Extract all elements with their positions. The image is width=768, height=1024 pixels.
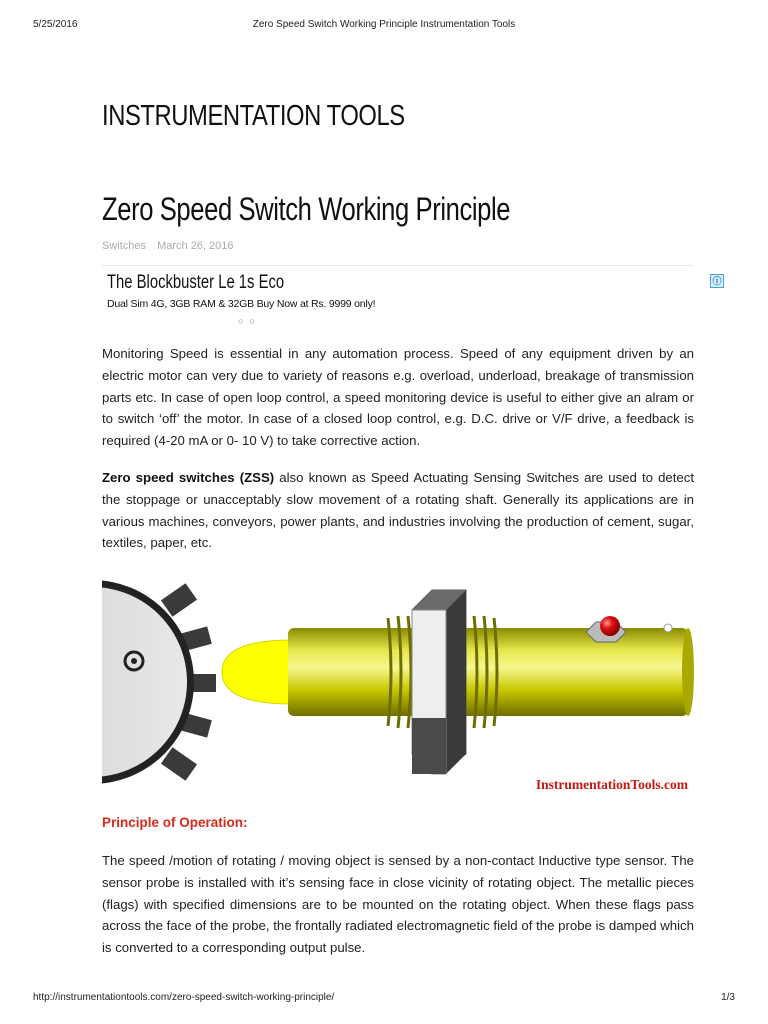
sensor-illustration — [102, 568, 694, 793]
ad-info-icon[interactable]: ⓘ — [710, 274, 724, 288]
intro-paragraph: Monitoring Speed is essential in any automation process. Speed of any equipment driven by an electric motor can very due to variety of reasons e.g. overload, underload, breakage of transmission parts etc. In case of open loop control, a speed monitoring device is useful to either give an alram or to switch ‘off’ the motor. In case of a closed loop control, e.g. D.C. drive or V/F drive, a feedback is required (4-20 mA or 0- 10 V) to take corrective action. — [102, 346, 694, 449]
print-url[interactable]: http://instrumentationtools.com/zero-speed-switch-working-principle/ — [33, 992, 335, 1003]
post-category-link[interactable]: Switches — [102, 240, 147, 252]
indicator-led — [586, 616, 626, 642]
operation-paragraph: The speed /motion of rotating / moving object is sensed by a non-contact Inductive type sensor. The sensor probe is installed with it’s sensing face in close vicinity of rotating object. The metallic pieces (flags) with specified dimensions are to be mounted on the rotating object. When these flags pass across the face of the probe, the frontally radiated electromagnetic field of the probe is damped which is converted to a corresponding output pulse. — [102, 853, 694, 956]
print-date: 5/25/2016 — [33, 19, 78, 30]
hex-nut — [412, 590, 466, 774]
zero-speed-switch-figure — [102, 568, 694, 793]
print-page-title: Zero Speed Switch Working Principle Instrumentation Tools — [252, 19, 516, 30]
probe-tip — [222, 640, 292, 704]
post-meta — [102, 240, 234, 252]
print-header — [0, 0, 768, 30]
post-title: Zero Speed Switch Working Principle — [102, 191, 511, 227]
ad-title[interactable]: The Blockbuster Le 1s Eco — [107, 272, 285, 293]
meta-divider — [102, 265, 694, 266]
zss-description: also known as Speed Actuating Sensing Switches are used to detect the stoppage or unacceptably slow movement of a rotating shaft. Generally its applications are in various machines, conveyors, power plants, and industries involving the production of cement, sugar, textiles, paper, etc. — [102, 470, 694, 551]
gear-wheel — [102, 580, 216, 784]
ad-carousel-dots[interactable]: ○○ — [238, 316, 261, 326]
zss-paragraph — [102, 467, 694, 554]
figure-watermark: InstrumentationTools.com — [535, 777, 688, 792]
principle-of-operation-heading: Principle of Operation: — [102, 815, 248, 830]
site-title[interactable]: INSTRUMENTATION TOOLS — [102, 100, 405, 132]
ad-subtitle[interactable]: Dual Sim 4G, 3GB RAM & 32GB Buy Now at Rs. 9999 only! — [107, 298, 376, 310]
ad-banner[interactable] — [102, 270, 722, 330]
zss-term: Zero speed switches (ZSS) — [102, 470, 275, 485]
post-date: March 26, 2016 — [157, 240, 234, 252]
print-page-number: 1/3 — [721, 992, 735, 1003]
